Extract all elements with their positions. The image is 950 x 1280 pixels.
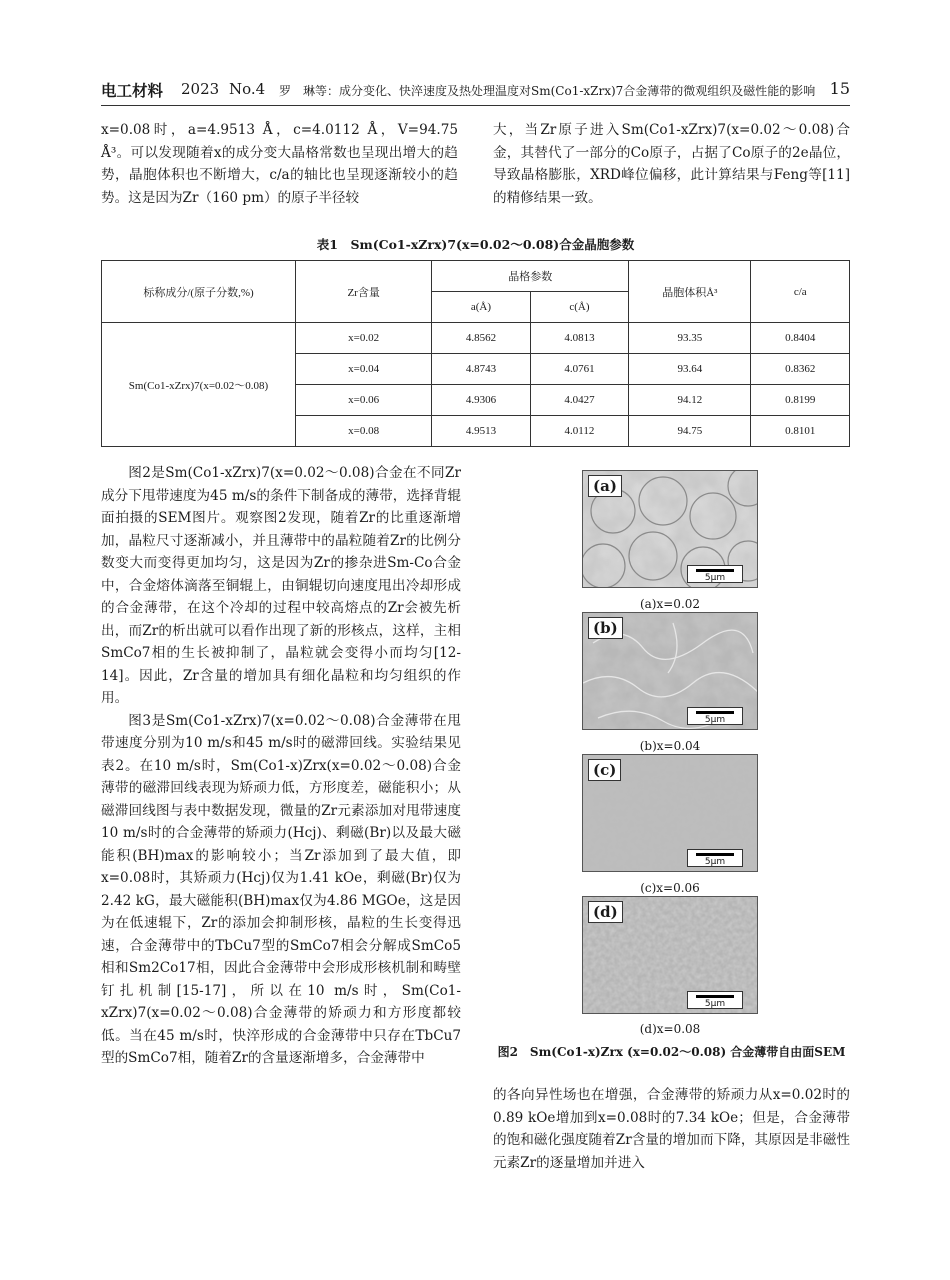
sem-image-c <box>582 754 758 872</box>
journal-year: 2023 <box>181 80 220 98</box>
header-a: a(Å) <box>432 292 530 323</box>
table-cell: 4.9513 <box>432 416 530 447</box>
table-cell: 94.12 <box>629 385 751 416</box>
paragraph-fig2: 图2是Sm(Co1-xZrx)7(x=0.02～0.08)合金在不同Zr成分下甩带速度为45 m/s的条件下制备成的薄带，选择背辊面拍摄的SEM图片。观察图2发现，随着Zr的比重逐渐增加，晶粒尺寸逐渐减小，并且薄带中的晶粒随着Zr的比例分数变大而变得更加均匀，这是因为Zr的掺杂进Sm-Co合金中，合金熔体滴落至铜辊上，由铜辊切向速度甩出冷却形成的合金薄带，在这个冷却的过程中较高熔点的Zr会被先析出，而Zr的析出就可以看作出现了新的形核点，这样，主相SmCo7相的生长被抑制了，晶粒就会变得小而均匀[12-14]。因此，Zr含量的增加具有细化晶粒和均匀组织的作用。 <box>101 465 461 706</box>
table-cell: x=0.04 <box>296 354 432 385</box>
composition-cell: Sm(Co1-xZrx)7(x=0.02～0.08) <box>102 323 296 447</box>
table-cell: 94.75 <box>629 416 751 447</box>
table-cell: 4.8743 <box>432 354 530 385</box>
sem-image-a <box>582 470 758 588</box>
header-composition: 标称成分/(原子分数,%) <box>102 261 296 323</box>
right-column-bottom <box>493 1084 850 1174</box>
table-cell: 4.0761 <box>530 354 628 385</box>
scale-bar: 5μm <box>687 991 743 1009</box>
scale-bar: 5μm <box>687 707 743 725</box>
scale-bar: 5μm <box>687 849 743 867</box>
page-header <box>101 79 850 106</box>
figure-caption: 图2 Sm(Co1-x)Zrx (x=0.02～0.08) 合金薄带自由面SEM <box>497 1045 846 1059</box>
sem-image-d <box>582 896 758 1014</box>
table-cell: 4.0813 <box>530 323 628 354</box>
panel-label: (d) <box>588 901 623 923</box>
left-top-paragraph: x=0.08时，a=4.9513 Å，c=4.0112 Å，V=94.75 Å³。可以发现随着x的成分变大晶格常数也呈现出增大的趋势，晶胞体积也不断增大，c/a的轴比也呈现逐渐较小的趋势。这是因为Zr（160 pm）的原子半径较 <box>101 122 458 206</box>
right-top-paragraph: 大，当Zr原子进入Sm(Co1-xZrx)7(x=0.02～0.08)合金，其替代了一部分的Co原子，占据了Co原子的2e晶位，导致晶格膨胀，XRD峰位偏移，此计算结果与Feng等[11]的精修结果一致。 <box>493 122 850 206</box>
panel-label: (c) <box>588 759 621 781</box>
table-cell: 93.64 <box>629 354 751 385</box>
table-caption: 表1 Sm(Co1-xZrx)7(x=0.02～0.08)合金晶胞参数 <box>316 237 635 252</box>
page-number: 15 <box>829 79 850 98</box>
header-lattice: 晶格参数 <box>432 261 629 292</box>
panel-caption: (a)x=0.02 <box>639 597 701 611</box>
right-column-top <box>493 119 850 209</box>
journal-issue: No.4 <box>229 80 266 98</box>
table-cell: 0.8404 <box>751 323 850 354</box>
lattice-parameter-table <box>101 260 850 447</box>
header-volume: 晶胞体积Å³ <box>629 261 751 323</box>
table-cell: 0.8199 <box>751 385 850 416</box>
table-cell: 4.8562 <box>432 323 530 354</box>
header-zr-content: Zr含量 <box>296 261 432 323</box>
left-column-top <box>101 119 458 209</box>
header-c-over-a: c/a <box>751 261 850 323</box>
table-cell: 0.8362 <box>751 354 850 385</box>
table-cell: x=0.08 <box>296 416 432 447</box>
paragraph-fig3: 图3是Sm(Co1-xZrx)7(x=0.02～0.08)合金薄带在甩带速度分别为10 m/s和45 m/s时的磁滞回线。实验结果见表2。在10 m/s时，Sm(Co1-x)Zrx(x=0.02～0.08)合金薄带的磁滞回线表现为矫顽力低，方形度差，磁能积小；从磁滞回线图与表中数据发现，微量的Zr元素添加对甩带速度10 m/s时的合金薄带的矫顽力(Hcj)、剩磁(Br)以及最大磁能积(BH)max的影响较小；当Zr添加到了最大值，即x=0.08时，其矫顽力(Hcj)仅为1.41 kOe，剩磁(Br)仅为2.42 kG，最大磁能积(BH)max仅为4.86 MGOe，这是因为在低速辊下，Zr的添加会抑制形核，晶粒的生长变得迅速，合金薄带中的TbCu7型的SmCo7相会分解成SmCo5相和Sm2Co17相，因此合金薄带中会形成形核机制和畴壁钉扎机制[15-17]，所以在10 m/s时，Sm(Co1-xZrx)7(x=0.02～0.08)合金薄带的矫顽力和方形度都较低。当在45 m/s时，快淬形成的合金薄带中只存在TbCu7型的SmCo7相，随着Zr的含量逐渐增多，合金薄带中 <box>101 712 461 1066</box>
panel-caption: (b)x=0.04 <box>639 739 701 753</box>
table-cell: 4.0112 <box>530 416 628 447</box>
table-cell: 4.0427 <box>530 385 628 416</box>
table-cell: x=0.06 <box>296 385 432 416</box>
left-column-body <box>101 462 461 1070</box>
sem-image-b <box>582 612 758 730</box>
table-cell: 93.35 <box>629 323 751 354</box>
panel-label: (a) <box>588 475 622 497</box>
scale-bar: 5μm <box>687 565 743 583</box>
table-cell: 4.9306 <box>432 385 530 416</box>
running-title: 罗 琳等：成分变化、快淬速度及热处理温度对Sm(Co1-xZrx)7合金薄带的微观组织及磁性能的影响 <box>279 84 816 98</box>
table-cell: 0.8101 <box>751 416 850 447</box>
table-cell: x=0.02 <box>296 323 432 354</box>
panel-caption: (c)x=0.06 <box>640 881 700 895</box>
journal-name: 电工材料 <box>101 82 164 100</box>
panel-caption: (d)x=0.08 <box>639 1022 701 1036</box>
header-c: c(Å) <box>530 292 628 323</box>
panel-label: (b) <box>588 617 623 639</box>
right-bottom-paragraph: 的各向异性场也在增强，合金薄带的矫顽力从x=0.02时的0.89 kOe增加到x=0.08时的7.34 kOe；但是，合金薄带的饱和磁化强度随着Zr含量的增加而下降，其原因是非磁性元素Zr的逐量增加并进入 <box>493 1087 850 1171</box>
